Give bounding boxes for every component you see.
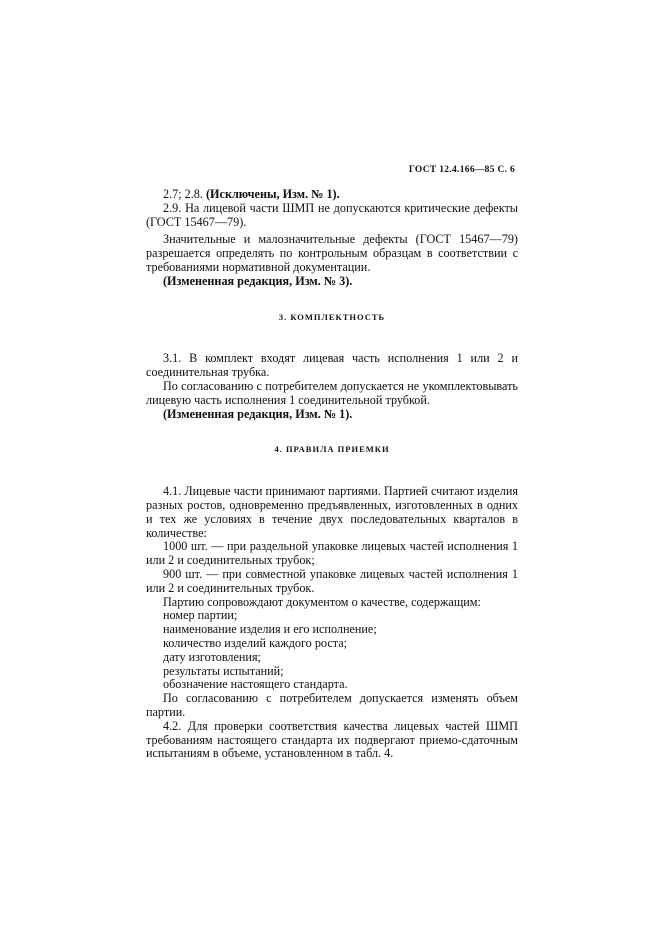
paragraph-agreement: По согласованию с потребителем допускается не укомплектовывать лицевую часть исполнения 1 соединительной трубкой. — [146, 378, 518, 407]
paragraph-3-1: 3.1. В комплект входят лицевая часть исполнения 1 или 2 и соединительная трубка. — [146, 351, 518, 380]
paragraph-2-7-2-8 — [146, 188, 518, 202]
paragraph-defects: Значительные и малозначительные дефекты (ГОСТ 15467—79) разрешается определять по контрольным образцам в соответствии с требованиями нормативной документации. — [146, 232, 518, 274]
page-header: ГОСТ 12.4.166—85 С. 6 — [408, 165, 515, 175]
section-title-3: 3. КОМПЛЕКТНОСТЬ — [278, 311, 386, 322]
paragraph-batch-change: По согласованию с потребителем допускается изменять объем партии. — [146, 691, 518, 719]
section-title-4: 4. ПРАВИЛА ПРИЕМКИ — [274, 444, 390, 455]
amendment-note: (Измененная редакция, Изм. № 3). — [163, 273, 353, 288]
list-item: обозначение настоящего стандарта. — [163, 677, 348, 692]
paragraph-text: 2.7; 2.8. — [163, 187, 206, 201]
paragraph-2-9: 2.9. На лицевой части ШМП не допускаются критические дефекты (ГОСТ 15467—79). — [146, 200, 518, 229]
amendment-note: (Исключены, Изм. № 1). — [206, 187, 340, 201]
list-item: результаты испытаний; — [163, 663, 284, 678]
list-item: количество изделий каждого роста; — [163, 635, 347, 650]
paragraph-1000: 1000 шт. — при раздельной упаковке лицевых частей исполнения 1 или 2 и соединительных трубок; — [146, 539, 518, 568]
paragraph-4-2: 4.2. Для проверки соответствия качества лицевых частей ШМП требованиям настоящего стандарта их подвергают приемо-сдаточным испытаниям в объеме, установленном в табл. 4. — [146, 718, 518, 761]
paragraph-4-1: 4.1. Лицевые части принимают партиями. Партией считают изделия разных ростов, одновременно предъявленных, изготовленных в одних и тех же условиях в течение двух последовательных кварталов в количестве: — [146, 484, 518, 540]
list-item: дату изготовления; — [163, 649, 261, 664]
list-item: номер партии; — [163, 608, 238, 623]
paragraph-quality-doc: Партию сопровождают документом о качестве, содержащим: — [163, 594, 481, 609]
document-body — [146, 188, 518, 761]
paragraph-900: 900 шт. — при совместной упаковке лицевых частей исполнения 1 или 2 и соединительных трубок. — [146, 566, 518, 595]
amendment-note: (Измененная редакция, Изм. № 1). — [163, 406, 353, 421]
list-item: наименование изделия и его исполнение; — [163, 622, 377, 637]
